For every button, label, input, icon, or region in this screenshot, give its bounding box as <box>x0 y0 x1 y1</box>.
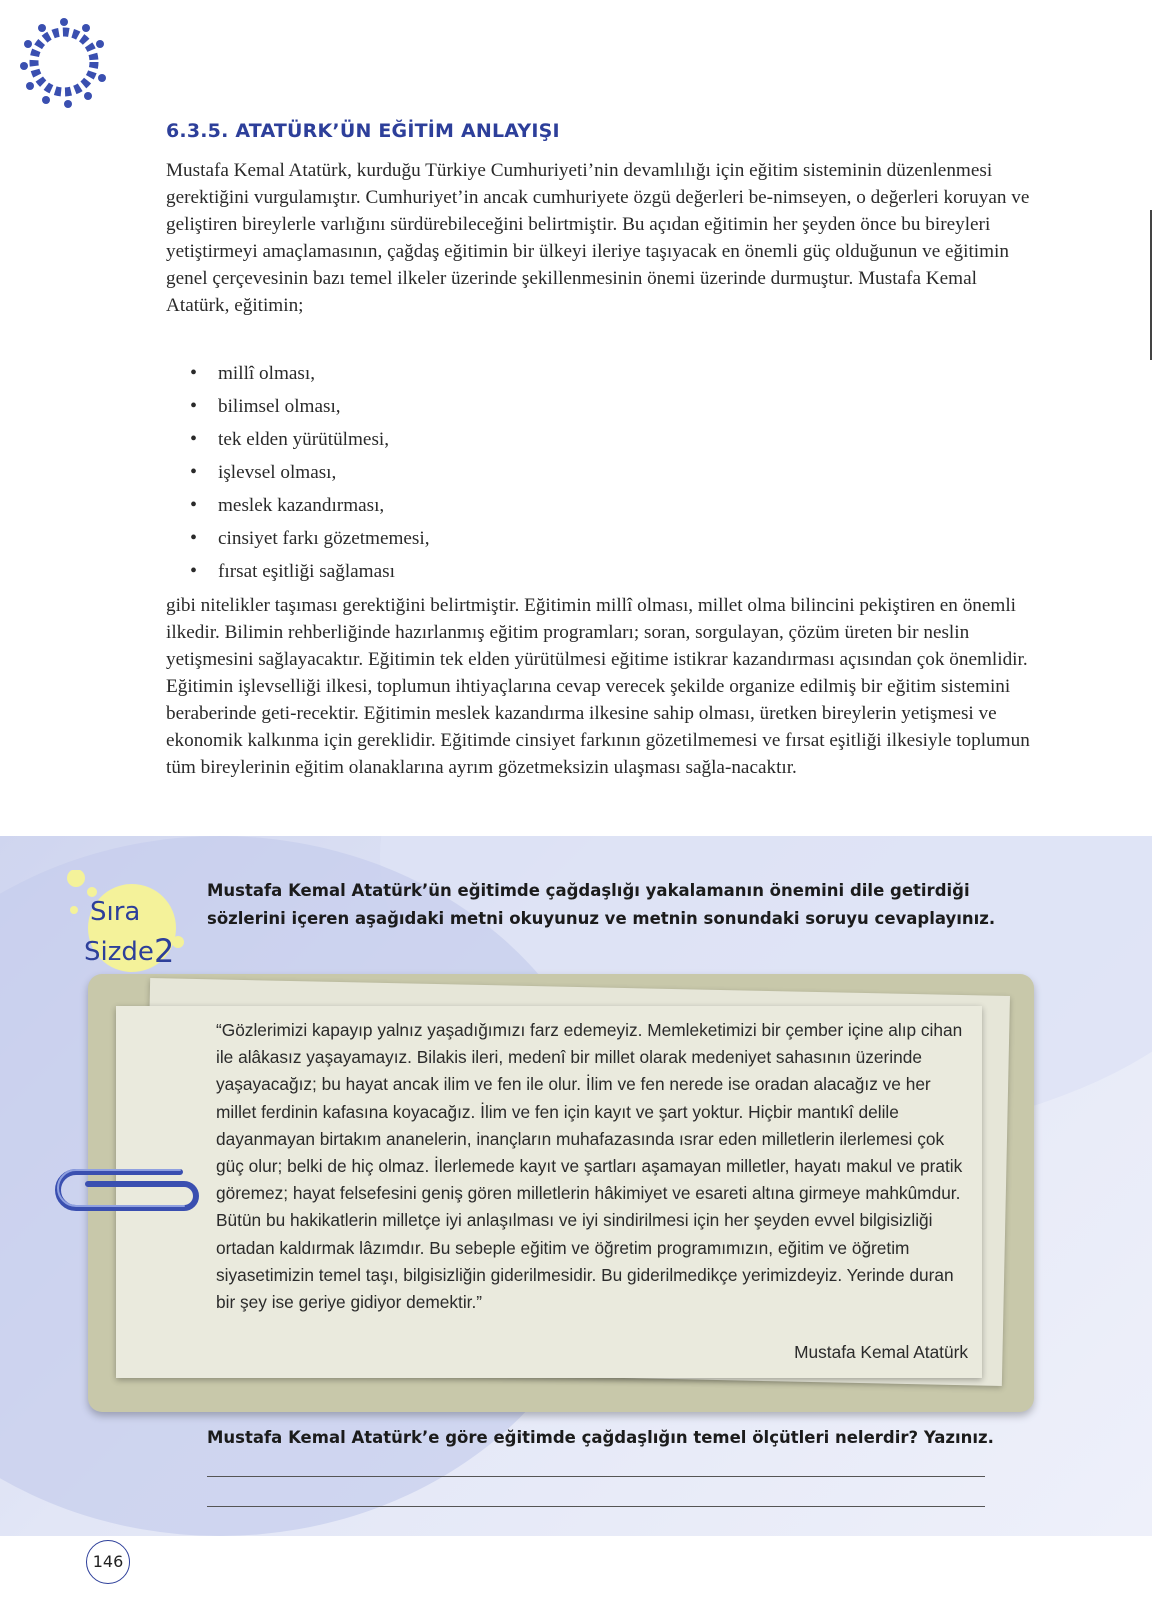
intro-paragraph: Mustafa Kemal Atatürk, kurduğu Türkiye Cumhuriyeti’nin devamlılığı için eğitim sisteminin düzenlenmesi gerektiğini vurgulamıştır. Cumhuriyet’in ancak cumhuriyete özgü değerleri be-nimseyen, o değerleri koruyan ve geliştiren bireylerle varlığını sürdürebileceğini belirtmiştir. Bu açıdan eğitimin her şeyden önce bu bireyleri yetiştirmeyi amaçlamasının, çağdaş eğitimin bir ülkeyi ileriye taşıyacak en önemli güç olduğunun ve eğitimin genel çerçevesinin bazı temel ilkeler üzerinde şekillenmesinin önemi üzerinde durmuştur. Mustafa Kemal Atatürk, eğitimin; <box>166 160 1030 316</box>
paper-clip-icon <box>52 1162 202 1218</box>
list-item: • tek elden yürütülmesi, <box>190 426 430 459</box>
list-item: • meslek kazandırması, <box>190 492 430 525</box>
list-item: • işlevsel olması, <box>190 459 430 492</box>
activity-question: Mustafa Kemal Atatürk’e göre eğitimde çağdaşlığın temel ölçütleri nelerdir? Yazınız. <box>207 1428 994 1447</box>
principles-list <box>190 360 430 591</box>
answer-line[interactable] <box>207 1506 985 1507</box>
explanation-paragraph: gibi nitelikler taşıması gerektiğini belirtmiştir. Eğitimin millî olması, millet olma bilincini pekiştiren en önemli ilkedir. Bilimin rehberliğinde hazırlanmış eğitim programları; soran, sorgulayan, çözüm üreten bir neslin yetişmesini sağlayacaktır. Eğitimin tek elden yürütülmesi eğitime istikrar kazandırması açısından çok önemlidir. Eğitimin işlevselliği ilkesi, toplumun ihtiyaçlarına cevap verecek şekilde organize edilmiş bir eğitim sistemini beraberinde geti-recektir. Eğitimin meslek kazandırma ilkesine sahip olması, üretken bireylerin yetişmesi ve ekonomik kalkınma için gereklidir. Eğitimde cinsiyet farkının gözetilmemesi ve fırsat eşitliği ilkesiyle toplumun tüm bireylerinin eğitim olanaklarına ayrım gözetmeksizin ulaşması sağla-nacaktır. <box>166 595 1030 778</box>
list-item: • bilimsel olması, <box>190 393 430 426</box>
sira-sizde-badge <box>66 870 186 980</box>
list-item: • millî olması, <box>190 360 430 393</box>
people-gear-logo-icon <box>16 14 112 110</box>
answer-line[interactable] <box>207 1476 985 1477</box>
badge-line1: Sıra <box>90 897 141 927</box>
quote-author: Mustafa Kemal Atatürk <box>794 1342 968 1362</box>
section-heading: 6.3.5. ATATÜRK’ÜN EĞİTİM ANLAYIŞI <box>166 120 560 142</box>
ataturk-quote: “Gözlerimizi kapayıp yalnız yaşadığımızı farz edemeyiz. Memleketimizi bir çember içine alıp cihan ile alâkasız yaşayamayız. Bilakis ileri, medenî bir millet olarak medeniyet sahasının üzerinde yaşayacağız; bu hayat ancak ilim ve fen ile olur. İlim ve fen nerede ise oradan alacağız ve her millet ferdinin kafasına koyacağız. İlim ve fen için kayıt ve şart yoktur. Hiçbir mantıkî delile dayanmayan birtakım ananelerin, inançların muhafazasında ısrar eden milletlerin ilerlemesi çok güç olur; belki de hiç olmaz. İlerlemede kayıt ve şartları aşamayan milletler, hayatı makul ve pratik göremez; hayat felsefesini geniş gören milletlerin hâkimiyet ve esareti altına girmeye mahkûmdur. Bütün bu hakikatlerin milletçe iyi anlaşılması ve iyi sindirilmesi için her şeyden evvel bilgisizliği ortadan kaldırmak lâzımdır. Bu sebeple eğitim ve öğretim programımızın, eğitim ve öğretim siyasetimizin temel taşı, bilgisizliğin giderilmesidir. Bu giderilmedikçe yerimizdeyiz. Yerinde duran bir şey ise geriye gidiyor demektir.” <box>216 1020 963 1313</box>
activity-prompt: Mustafa Kemal Atatürk’ün eğitimde çağdaşlığı yakalamanın önemini dile getirdiği sözlerini içeren aşağıdaki metni okuyunuz ve metnin sonundaki soruyu cevaplayınız. <box>207 881 996 928</box>
page-number: 146 <box>86 1540 130 1584</box>
list-item: • fırsat eşitliği sağlaması <box>190 558 430 591</box>
badge-number: 2 <box>154 932 175 970</box>
list-item: • cinsiyet farkı gözetmemesi, <box>190 525 430 558</box>
badge-line2: Sizde <box>84 937 154 967</box>
